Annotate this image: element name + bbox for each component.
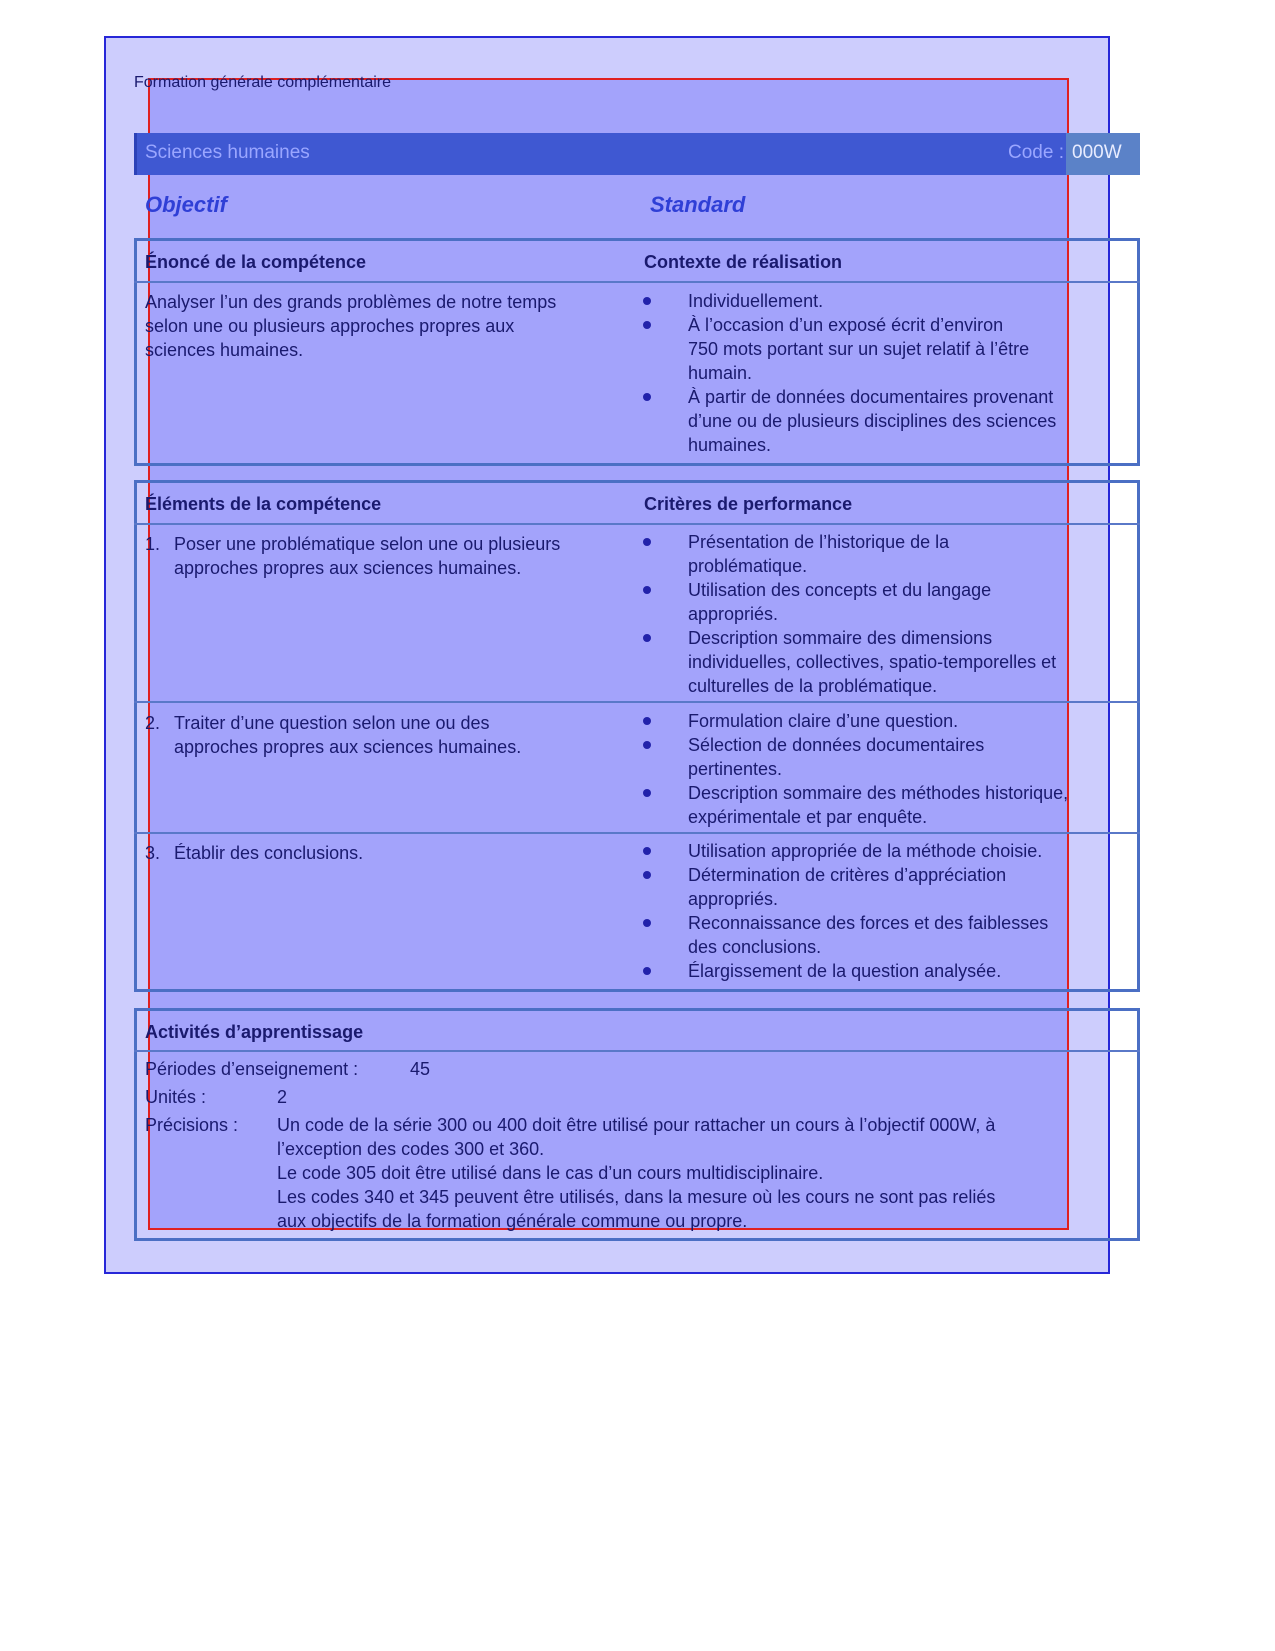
precision-line: l’exception des codes 300 et 360. (277, 1139, 545, 1159)
criterion-line: 750 mots portant sur un sujet relatif à l’être (688, 339, 1030, 359)
criterion-line: Détermination de critères d’appréciation (688, 865, 1007, 885)
element-number: 1. (145, 534, 161, 554)
criterion-line: Utilisation des concepts et du langage (688, 580, 992, 600)
learning-activities-heading: Activités d’apprentissage (145, 1022, 364, 1042)
code-value: 000W (1072, 142, 1122, 163)
criteria-heading: Critères de performance (644, 494, 853, 514)
context-heading: Contexte de réalisation (644, 252, 843, 272)
precision-line: Un code de la série 300 ou 400 doit être utilisé pour rattacher un cours à l’objectif 000W, à (277, 1115, 996, 1135)
criterion-line: Formulation claire d’une question. (688, 711, 959, 731)
criterion-line: d’une ou de plusieurs disciplines des sciences (688, 411, 1057, 431)
criterion-line: Utilisation appropriée de la méthode choisie. (688, 841, 1043, 861)
criterion-line: Présentation de l’historique de la (688, 532, 950, 552)
element-number: 3. (145, 843, 161, 863)
precision-line: Les codes 340 et 345 peuvent être utilisés, dans la mesure où les cours ne sont pas reliés (277, 1187, 996, 1207)
periods-value: 45 (410, 1059, 431, 1079)
elements-heading: Éléments de la compétence (145, 494, 382, 514)
criterion-line: individuelles, collectives, spatio-temporelles et (688, 652, 1057, 672)
criterion-line: Élargissement de la question analysée. (688, 961, 1002, 981)
statement-line: Analyser l’un des grands problèmes de notre temps (145, 292, 557, 312)
units-label: Unités : (145, 1087, 207, 1107)
criterion-line: problématique. (688, 556, 808, 576)
criterion-line: humain. (688, 363, 753, 383)
precision-line: Le code 305 doit être utilisé dans le cas d’un cours multidisciplinaire. (277, 1163, 824, 1183)
element-line: approches propres aux sciences humaines. (174, 558, 522, 578)
standard-label: Standard (650, 192, 746, 217)
element-line: Établir des conclusions. (174, 843, 364, 863)
criterion-line: Description sommaire des méthodes historique, (688, 783, 1069, 803)
criterion-line: culturelles de la problématique. (688, 676, 938, 696)
code-label: Code : (1008, 142, 1064, 163)
criterion-line: À l’occasion d’un exposé écrit d’environ (688, 315, 1004, 335)
objective-label: Objectif (145, 192, 227, 217)
statement-line: sciences humaines. (145, 340, 304, 360)
precisions-label: Précisions : (145, 1115, 239, 1135)
criterion-line: appropriés. (688, 604, 779, 624)
document-subtitle: Formation générale complémentaire (134, 74, 392, 91)
statement-line: selon une ou plusieurs approches propres aux (145, 316, 515, 336)
criterion-line: appropriés. (688, 889, 779, 909)
element-number: 2. (145, 713, 161, 733)
criterion-line: Individuellement. (688, 291, 824, 311)
criterion-line: des conclusions. (688, 937, 822, 957)
element-line: Poser une problématique selon une ou plusieurs (174, 534, 561, 554)
criterion-line: pertinentes. (688, 759, 783, 779)
units-value: 2 (277, 1087, 288, 1107)
criterion-line: Sélection de données documentaires (688, 735, 985, 755)
criterion-line: humaines. (688, 435, 772, 455)
precision-line: aux objectifs de la formation générale commune ou propre. (277, 1211, 748, 1231)
criterion-line: Description sommaire des dimensions (688, 628, 993, 648)
element-line: approches propres aux sciences humaines. (174, 737, 522, 757)
competency-statement-heading: Énoncé de la compétence (145, 252, 367, 272)
periods-label: Périodes d’enseignement : (145, 1059, 359, 1079)
criterion-line: À partir de données documentaires provenant (688, 387, 1054, 407)
criterion-line: expérimentale et par enquête. (688, 807, 928, 827)
criterion-line: Reconnaissance des forces et des faiblesses (688, 913, 1049, 933)
element-line: Traiter d’une question selon une ou des (174, 713, 490, 733)
discipline-title: Sciences humaines (145, 142, 310, 163)
